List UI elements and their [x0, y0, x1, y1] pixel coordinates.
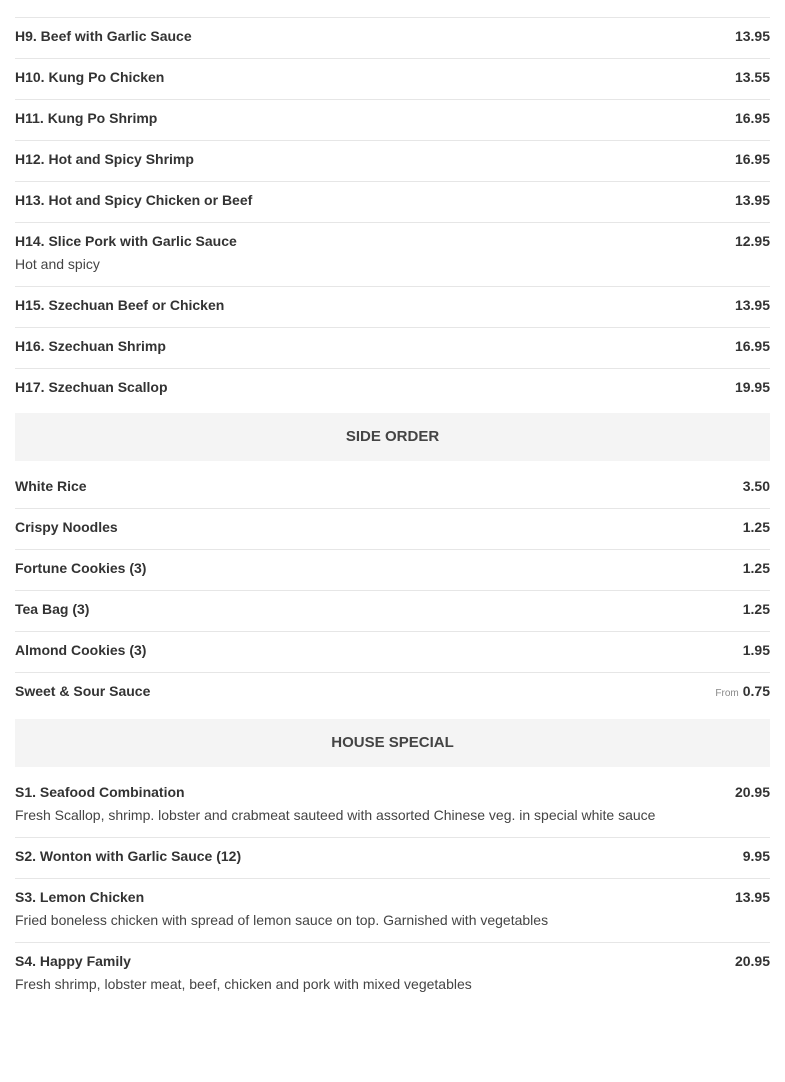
- menu-item-name: S1. Seafood Combination: [15, 784, 185, 800]
- menu-item-name: S3. Lemon Chicken: [15, 889, 145, 905]
- menu-item-price: 1.25: [742, 601, 770, 617]
- menu-item-price: 19.95: [734, 379, 770, 395]
- menu-item[interactable]: [15, 59, 770, 100]
- menu-item[interactable]: [15, 838, 770, 879]
- price-from-label: From: [715, 688, 739, 699]
- menu-item-name: S2. Wonton with Garlic Sauce (12): [15, 848, 242, 864]
- menu-item-name: H15. Szechuan Beef or Chicken: [15, 297, 225, 313]
- menu-item-price: 13.95: [734, 297, 770, 313]
- menu-item-price: 1.25: [742, 519, 770, 535]
- menu-item[interactable]: [15, 550, 770, 591]
- section-header-house-special: HOUSE SPECIAL: [15, 719, 770, 767]
- menu-item[interactable]: [15, 18, 770, 59]
- menu-item-name: H11. Kung Po Shrimp: [15, 110, 158, 126]
- menu-item-price: 16.95: [734, 338, 770, 354]
- menu-item-price: 20.95: [734, 784, 770, 800]
- menu-item-price: 13.95: [734, 192, 770, 208]
- menu-item-price: 1.25: [742, 560, 770, 576]
- menu-item-description: Fresh shrimp, lobster meat, beef, chicken and pork with mixed vegetables: [15, 976, 472, 992]
- menu-item[interactable]: [15, 369, 770, 409]
- menu-item[interactable]: [15, 509, 770, 550]
- menu-item[interactable]: [15, 182, 770, 223]
- menu-item-price: 16.95: [734, 151, 770, 167]
- menu-item-name: H16. Szechuan Shrimp: [15, 338, 166, 354]
- menu-item[interactable]: [15, 100, 770, 141]
- menu-item-name: Sweet & Sour Sauce: [15, 683, 151, 699]
- menu-item-name: H9. Beef with Garlic Sauce: [15, 28, 192, 44]
- menu-item-price: 0.75: [742, 683, 770, 699]
- menu-item[interactable]: [15, 943, 770, 1006]
- menu-item-description: Fried boneless chicken with spread of lemon sauce on top. Garnished with vegetables: [15, 912, 549, 928]
- menu-item[interactable]: [15, 223, 770, 287]
- menu-item[interactable]: [15, 461, 770, 509]
- menu-item[interactable]: [15, 767, 770, 838]
- menu-item[interactable]: [15, 328, 770, 369]
- menu-item-name: Tea Bag (3): [15, 601, 90, 617]
- menu-item-price: 13.95: [734, 889, 770, 905]
- menu-item-price: 3.50: [742, 478, 770, 494]
- menu-list: [15, 0, 770, 1006]
- menu-item-name: H17. Szechuan Scallop: [15, 379, 168, 395]
- menu-item-price: 9.95: [742, 848, 770, 864]
- menu-item-price: 20.95: [734, 953, 770, 969]
- menu-item-name: H10. Kung Po Chicken: [15, 69, 165, 85]
- menu-item-price: 1.95: [742, 642, 770, 658]
- menu-item-name: H14. Slice Pork with Garlic Sauce: [15, 233, 237, 249]
- menu-item-name: Crispy Noodles: [15, 519, 118, 535]
- menu-item[interactable]: [15, 287, 770, 328]
- menu-item-name: White Rice: [15, 478, 87, 494]
- menu-item-name: H12. Hot and Spicy Shrimp: [15, 151, 194, 167]
- menu-item-price: 13.55: [734, 69, 770, 85]
- menu-item-name: Almond Cookies (3): [15, 642, 147, 658]
- menu-item-price: 13.95: [734, 28, 770, 44]
- section-header-side-order: SIDE ORDER: [15, 413, 770, 461]
- menu-item[interactable]: [15, 0, 770, 18]
- menu-item-description: Fresh Scallop, shrimp. lobster and crabmeat sauteed with assorted Chinese veg. in special white sauce: [15, 807, 656, 823]
- menu-item-price: 16.95: [734, 110, 770, 126]
- menu-item-name: S4. Happy Family: [15, 953, 131, 969]
- menu-item-price-group: [715, 683, 770, 702]
- menu-item[interactable]: [15, 591, 770, 632]
- menu-item-name: Fortune Cookies (3): [15, 560, 147, 576]
- menu-item[interactable]: [15, 632, 770, 673]
- menu-item-name: H13. Hot and Spicy Chicken or Beef: [15, 192, 253, 208]
- menu-item[interactable]: [15, 141, 770, 182]
- menu-item[interactable]: [15, 673, 770, 715]
- menu-item[interactable]: [15, 879, 770, 943]
- menu-item-price: 12.95: [734, 233, 770, 249]
- menu-item-description: Hot and spicy: [15, 256, 100, 272]
